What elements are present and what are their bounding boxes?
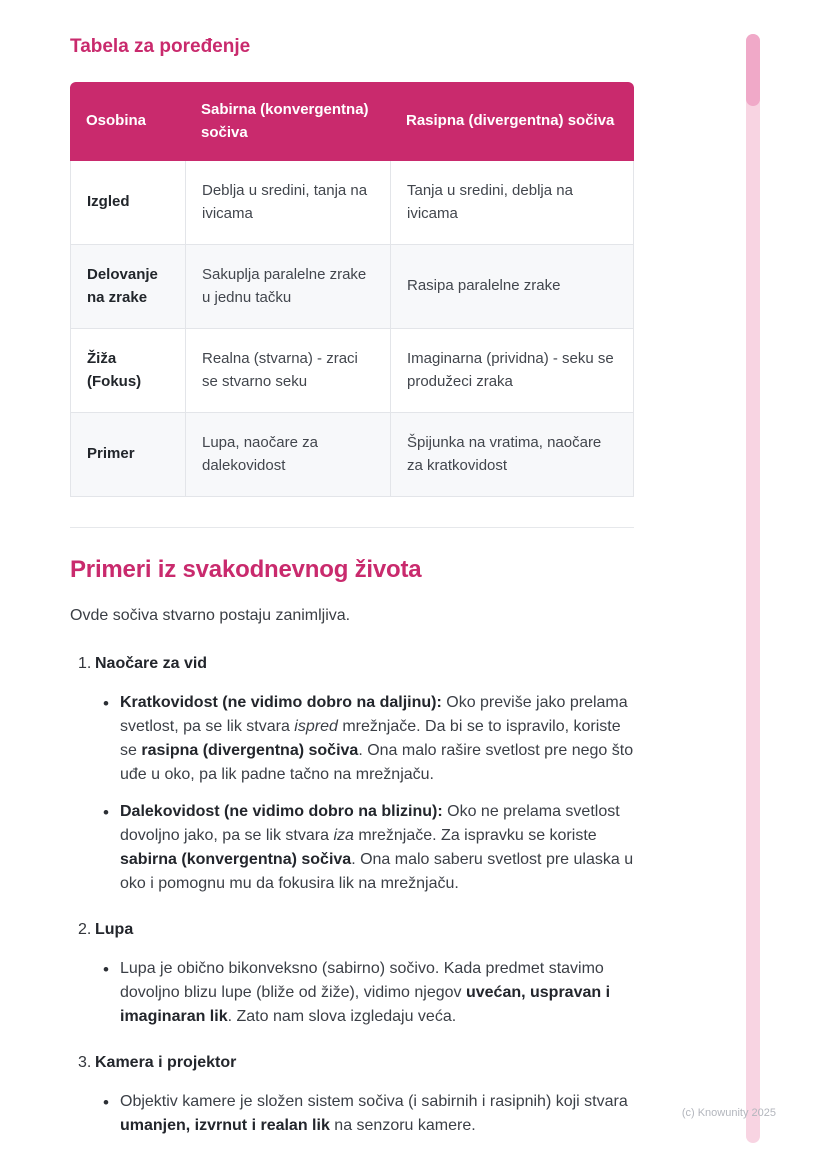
list-item-number: 1. — [78, 655, 92, 672]
table-cell: Tanja u sredini, deblja na ivicama — [390, 161, 634, 245]
list-item-camera — [70, 1051, 634, 1138]
table-cell: Špijunka na vratima, naočare za kratkovidost — [390, 413, 634, 497]
table-cell-feature: Izgled — [70, 161, 185, 245]
table-cell: Deblja u sredini, tanja na ivicama — [185, 161, 390, 245]
bullet-item: • Objektiv kamere je složen sistem sočiva (i sabirnih i rasipnih) koji stvara umanjen, izvrnut i realan lik na senzoru kamere. — [70, 1090, 634, 1138]
list-item-magnifier — [70, 918, 634, 1029]
table-section-heading: Tabela za poređenje — [70, 36, 251, 57]
bullet-item: • Lupa je obično bikonveksno (sabirno) sočivo. Kada predmet stavimo dovoljno blizu lupe (bliže od žiže), vidimo njegov uvećan, uspravan i imaginaran lik. Zato nam slova izgledaju veća. — [70, 957, 634, 1029]
examples-section-heading: Primeri iz svakodnevnog života — [70, 556, 422, 583]
table-cell-feature: Žiža (Fokus) — [70, 329, 185, 413]
watermark-text: (c) Knowunity 2025 — [681, 1107, 776, 1119]
table-cell: Lupa, naočare za dalekovidost — [185, 413, 390, 497]
examples-numbered-list — [70, 652, 634, 1138]
bullet-list — [70, 957, 634, 1029]
list-item-number: 2. — [78, 921, 92, 938]
table-header-cell-converging: Sabirna (konvergentna) sočiva — [185, 82, 390, 161]
table-header-row — [70, 82, 634, 161]
table-cell: Rasipa paralelne zrake — [390, 245, 634, 329]
bullet-list — [70, 1090, 634, 1138]
bullet-list — [70, 691, 634, 896]
table-header-cell-feature: Osobina — [70, 82, 185, 161]
section-divider — [70, 527, 634, 528]
scrollbar-thumb[interactable] — [746, 34, 760, 106]
intro-paragraph: Ovde sočiva stvarno postaju zanimljiva. — [70, 607, 351, 624]
table-cell: Imaginarna (prividna) - seku se produžeci zraka — [390, 329, 634, 413]
table-row — [70, 413, 634, 497]
list-item-title: Kamera i projektor — [95, 1054, 237, 1071]
table-cell: Sakuplja paralelne zrake u jednu tačku — [185, 245, 390, 329]
table-row — [70, 245, 634, 329]
document-content — [70, 36, 634, 1160]
list-item-glasses — [70, 652, 634, 896]
list-item-heading — [70, 1051, 634, 1075]
comparison-table — [70, 82, 634, 497]
list-item-heading — [70, 652, 634, 676]
list-item-title: Lupa — [95, 921, 134, 938]
table-row — [70, 329, 634, 413]
list-item-title: Naočare za vid — [95, 655, 208, 672]
table-row — [70, 161, 634, 245]
bullet-item: • Kratkovidost (ne vidimo dobro na daljinu): Oko previše jako prelama svetlost, pa se lik stvara ispred mrežnjače. Da bi se to ispravilo, koriste se rasipna (divergentna) sočiva. Ona malo rašire svetlost pre nego što uđe u oko, pa lik padne tačno na mrežnjaču. — [70, 691, 634, 787]
table-cell-feature: Delovanje na zrake — [70, 245, 185, 329]
table-header-cell-diverging: Rasipna (divergentna) sočiva — [390, 82, 634, 161]
side-stripe — [746, 34, 760, 1143]
bullet-item: • Dalekovidost (ne vidimo dobro na blizinu): Oko ne prelama svetlost dovoljno jako, pa se lik stvara iza mrežnjače. Za ispravku se koriste sabirna (konvergentna) sočiva. Ona malo saberu svetlost pre ulaska u oko i pomognu mu da fokusira lik na mrežnjaču. — [70, 800, 634, 896]
list-item-heading — [70, 918, 634, 942]
list-item-number: 3. — [78, 1054, 92, 1071]
comparison-table-wrapper — [70, 82, 634, 497]
table-cell: Realna (stvarna) - zraci se stvarno seku — [185, 329, 390, 413]
table-cell-feature: Primer — [70, 413, 185, 497]
